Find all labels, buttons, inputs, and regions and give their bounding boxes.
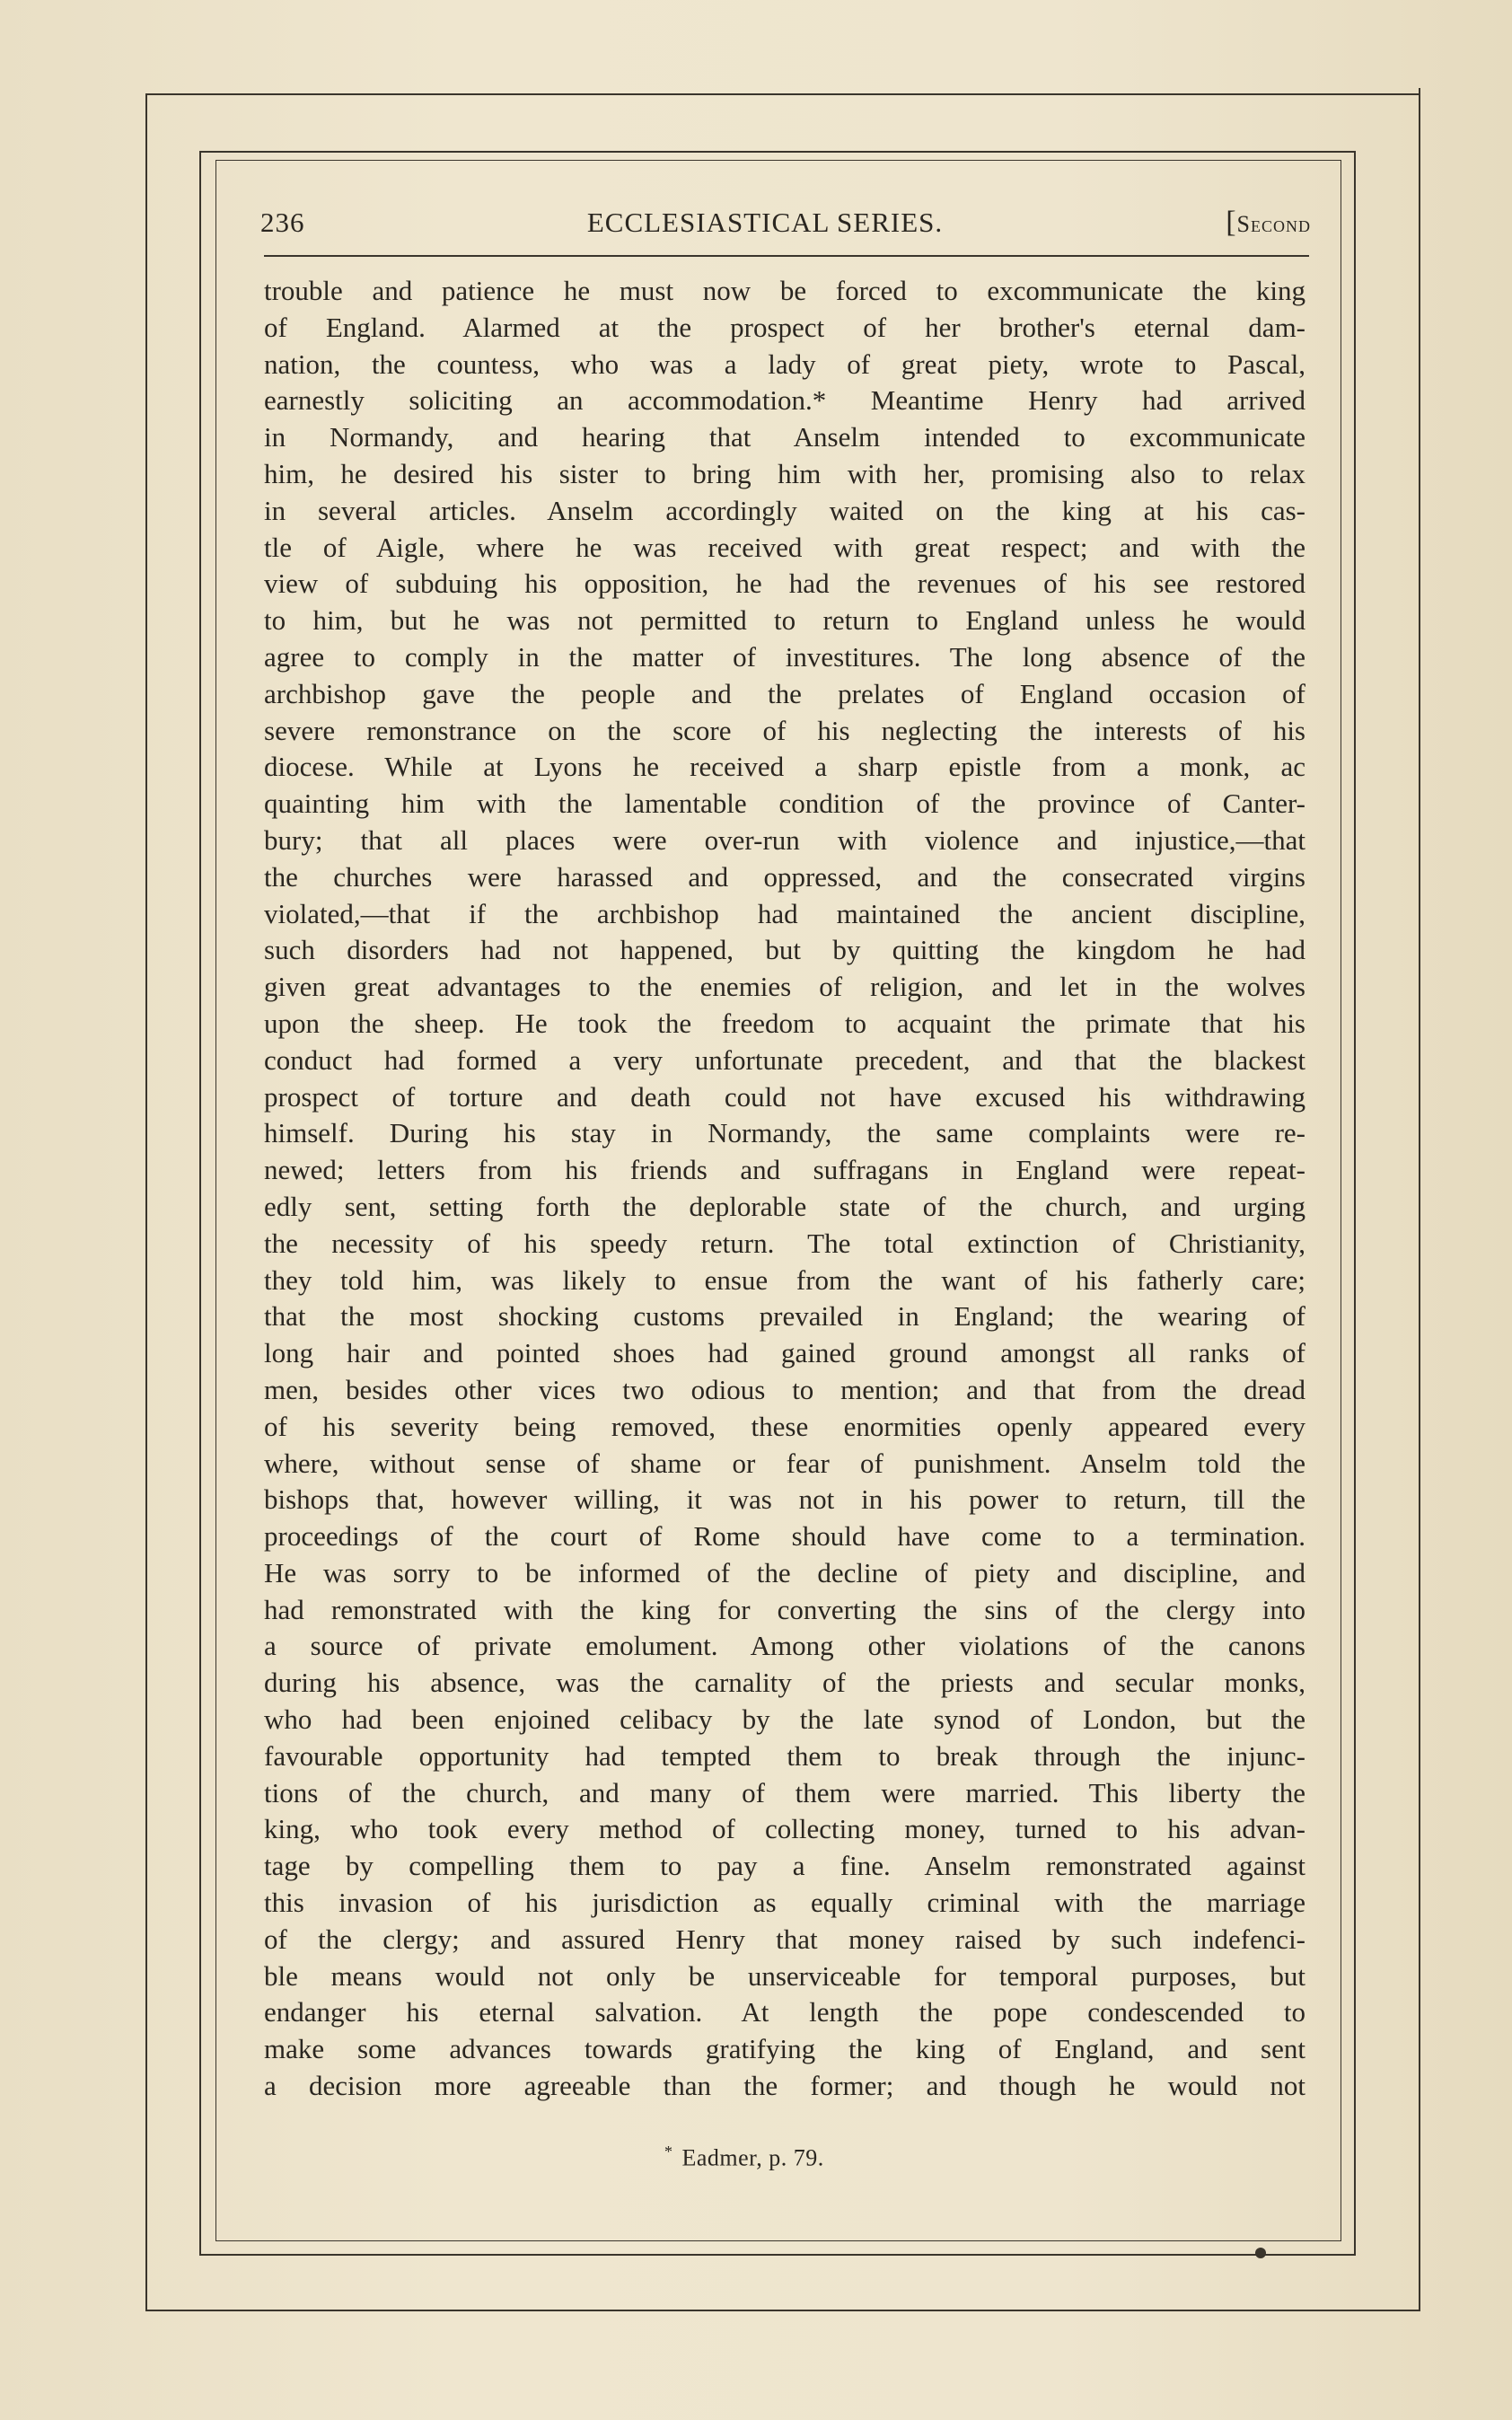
text-line: view of subduing his opposition, he had the revenues of his see restored: [264, 568, 1305, 600]
text-line: such disorders had not happened, but by quitting the kingdom he had: [264, 934, 1305, 966]
text-line: of the clergy; and assured Henry that money raised by such indefenci-: [264, 1923, 1305, 1955]
text-line: tle of Aigle, where he was received with great respect; and with the: [264, 531, 1305, 563]
text-line: violated,—that if the archbishop had maintained the ancient discipline,: [264, 897, 1305, 929]
text-line: of England. Alarmed at the prospect of her brother's eternal dam-: [264, 311, 1305, 343]
text-line: He was sorry to be informed of the decline of piety and discipline, and: [264, 1556, 1305, 1588]
text-line: the necessity of his speedy return. The total extinction of Christianity,: [264, 1227, 1305, 1259]
text-line: upon the sheep. He took the freedom to acquaint the primate that his: [264, 1007, 1305, 1039]
body-text: [264, 273, 1305, 2105]
text-line: himself. During his stay in Normandy, the same complaints were re-: [264, 1117, 1305, 1149]
outer-frame-right: [1419, 88, 1420, 2311]
text-line: they told him, was likely to ensue from the want of his fatherly care;: [264, 1263, 1305, 1296]
text-line: in several articles. Anselm accordingly waited on the king at his cas-: [264, 494, 1305, 526]
text-line: trouble and patience he must now be forced to excommunicate the king: [264, 275, 1305, 306]
text-line: given great advantages to the enemies of religion, and let in the wolves: [264, 971, 1305, 1003]
text-line: proceedings of the court of Rome should have come to a termination.: [264, 1520, 1305, 1553]
text-line: the churches were harassed and oppressed, and the consecrated virgins: [264, 860, 1305, 893]
header-rule: [264, 255, 1309, 257]
text-line: bury; that all places were over-run with violence and injustice,—that: [264, 823, 1305, 856]
text-line: earnestly soliciting an accommodation.* Meantime Henry had arrived: [264, 384, 1305, 417]
footnote: [664, 2135, 824, 2175]
text-line: in Normandy, and hearing that Anselm intended to excommunicate: [264, 421, 1305, 453]
text-line: edly sent, setting forth the deplorable state of the church, and urging: [264, 1190, 1305, 1222]
text-line: tage by compelling them to pay a fine. Anselm remonstrated against: [264, 1850, 1305, 1882]
content-frame-bottom: [215, 2240, 1341, 2241]
inner-frame-bottom: [199, 2254, 1356, 2256]
text-line: had remonstrated with the king for converting the sins of the clergy into: [264, 1593, 1305, 1625]
inner-frame-left: [199, 151, 201, 2256]
text-line: where, without sense of shame or fear of punishment. Anselm told the: [264, 1447, 1305, 1479]
page-number: 236: [260, 207, 305, 238]
inner-frame-top: [199, 151, 1356, 153]
text-line: long hair and pointed shoes had gained ground amongst all ranks of: [264, 1337, 1305, 1369]
inner-frame-right: [1354, 151, 1356, 2256]
outer-frame-bottom: [145, 2310, 1420, 2311]
section-bracket: [: [1226, 206, 1237, 239]
ornament-dot: [1255, 2248, 1266, 2258]
text-line: favourable opportunity had tempted them to break through the injunc-: [264, 1739, 1305, 1772]
text-line: to him, but he was not permitted to return to England unless he would: [264, 604, 1305, 637]
section-label: Second: [1236, 211, 1311, 237]
text-line: endanger his eternal salvation. At length the pope condescended to: [264, 1996, 1305, 2028]
text-line: that the most shocking customs prevailed in England; the wearing of: [264, 1300, 1305, 1333]
outer-frame-left: [145, 93, 147, 2311]
outer-frame-top: [145, 93, 1420, 95]
series-title: ECCLESIASTICAL SERIES.: [586, 207, 944, 238]
text-line: a source of private emolument. Among other violations of the canons: [264, 1630, 1305, 1662]
text-line: make some advances towards gratifying the king of England, and sent: [264, 2033, 1305, 2065]
text-line: a decision more agreeable than the former; and though he would not: [264, 2070, 1305, 2102]
footnote-mark: *: [664, 2143, 673, 2160]
text-line: archbishop gave the people and the prelates of England occasion of: [264, 677, 1305, 709]
section-mark: [1226, 203, 1311, 244]
text-line: during his absence, was the carnality of the priests and secular monks,: [264, 1667, 1305, 1699]
text-line: him, he desired his sister to bring him with her, promising also to relax: [264, 457, 1305, 489]
text-line: ble means would not only be unserviceable for temporal purposes, but: [264, 1959, 1305, 1992]
text-line: diocese. While at Lyons he received a sharp epistle from a monk, ac: [264, 751, 1305, 783]
content-frame-left: [215, 160, 216, 2241]
text-line: bishops that, however willing, it was not in his power to return, till the: [264, 1483, 1305, 1516]
text-line: who had been enjoined celibacy by the late synod of London, but the: [264, 1703, 1305, 1736]
text-line: tions of the church, and many of them were married. This liberty the: [264, 1776, 1305, 1808]
text-line: king, who took every method of collecting money, turned to his advan-: [264, 1813, 1305, 1845]
text-line: this invasion of his jurisdiction as equally criminal with the marriage: [264, 1887, 1305, 1919]
text-line: of his severity being removed, these enormities openly appeared every: [264, 1410, 1305, 1442]
text-line: conduct had formed a very unfortunate precedent, and that the blackest: [264, 1043, 1305, 1076]
text-line: nation, the countess, who was a lady of great piety, wrote to Pascal,: [264, 348, 1305, 380]
text-line: agree to comply in the matter of investitures. The long absence of the: [264, 640, 1305, 673]
text-line: men, besides other vices two odious to mention; and that from the dread: [264, 1373, 1305, 1405]
content-frame-top: [215, 160, 1341, 161]
footnote-text: Eadmer, p. 79.: [681, 2144, 824, 2171]
text-line: quainting him with the lamentable condition of the province of Canter-: [264, 788, 1305, 820]
running-head: [219, 203, 1311, 242]
text-line: prospect of torture and death could not have excused his withdrawing: [264, 1080, 1305, 1113]
text-line: severe remonstrance on the score of his neglecting the interests of his: [264, 714, 1305, 746]
text-line: newed; letters from his friends and suffragans in England were repeat-: [264, 1154, 1305, 1186]
